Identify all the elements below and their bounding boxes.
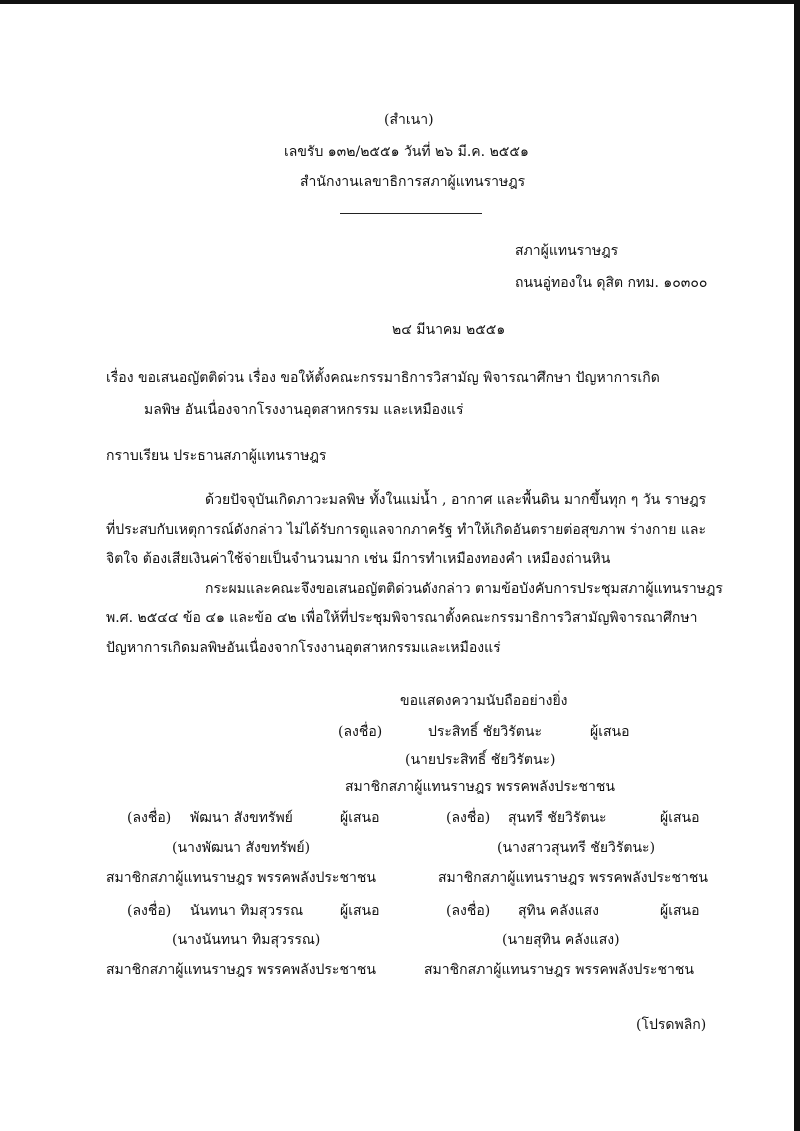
proposer-label-3: ผู้เสนอ [660,810,700,826]
signer-5-role: สมาชิกสภาผู้แทนราษฎร พรรคพลังประชาชน [424,962,694,978]
body-p1-line-3: จิตใจ ต้องเสียเงินค่าใช้จ่ายเป็นจำนวนมาก เช่น มีการทำเหมืองทองคำ เหมืองถ่านหิน [106,551,611,567]
signer-5-fullname: (นายสุทิน คลังแสง) [502,932,620,948]
address-line-1: สภาผู้แทนราษฎร [515,243,619,259]
signer-3-name: สุนทรี ชัยวิรัตนะ [508,810,607,826]
signer-4-fullname: (นางนันทนา ทิมสุวรรณ) [172,932,321,948]
signer-2-fullname: (นางพัฒนา สังขทรัพย์) [172,840,311,856]
receipt-line: เลขรับ ๑๓๒/๒๕๕๑ วันที่ ๒๖ มี.ค. ๒๕๕๑ [284,144,529,160]
signer-2-name: พัฒนา สังขทรัพย์ [190,810,293,826]
copy-mark: (สำเนา) [384,112,434,128]
body-p2-line-3: ปัญหาการเกิดมลพิษอันเนื่องจากโรงงานอุตสาหกรรมและเหมืองแร่ [106,640,501,656]
body-p2-line-2: พ.ศ. ๒๕๔๔ ข้อ ๔๑ และข้อ ๔๒ เพื่อให้ที่ประชุมพิจารณาตั้งคณะกรรมาธิการวิสามัญพิจารณาศึกษา [106,610,698,626]
signer-3-role: สมาชิกสภาผู้แทนราษฎร พรรคพลังประชาชน [438,870,708,886]
signer-5-name: สุทิน คลังแสง [518,903,599,919]
signer-2-role: สมาชิกสภาผู้แทนราษฎร พรรคพลังประชาชน [106,870,376,886]
sign-prefix-1: (ลงชื่อ) [338,724,383,740]
signer-1-role: สมาชิกสภาผู้แทนราษฎร พรรคพลังประชาชน [345,779,615,795]
sign-prefix-3: (ลงชื่อ) [446,810,491,826]
proposer-label-1: ผู้เสนอ [590,724,630,740]
signer-3-fullname: (นางสาวสุนทรี ชัยวิรัตนะ) [497,840,656,856]
page-border-right [794,0,800,1131]
office-name: สำนักงานเลขาธิการสภาผู้แทนราษฎร [300,174,526,190]
proposer-label-2: ผู้เสนอ [340,810,380,826]
closing: ขอแสดงความนับถืออย่างยิ่ง [400,693,568,709]
signer-4-role: สมาชิกสภาผู้แทนราษฎร พรรคพลังประชาชน [106,962,376,978]
page-border-top [0,0,800,4]
subject-line-2: มลพิษ อันเนื่องจากโรงงานอุตสาหกรรม และเหมืองแร่ [144,402,464,418]
address-line-2: ถนนอู่ทองใน ดุสิต กทม. ๑๐๓๐๐ [515,275,708,291]
body-p1-line-1: ด้วยปัจจุบันเกิดภาวะมลพิษ ทั้งในแม่น้ำ , อากาศ และพื้นดิน มากขึ้นทุก ๆ วัน ราษฎร [205,492,707,508]
header-divider [340,213,482,214]
signer-1-name: ประสิทธิ์ ชัยวิรัตนะ [428,724,542,740]
proposer-label-5: ผู้เสนอ [660,903,700,919]
sign-prefix-4: (ลงชื่อ) [127,903,172,919]
signer-4-name: นันทนา ทิมสุวรรณ [190,903,304,919]
turn-over-note: (โปรดพลิก) [636,1017,707,1033]
subject-line-1: เรื่อง ขอเสนอญัตติด่วน เรื่อง ขอให้ตั้งคณะกรรมาธิการวิสามัญ พิจารณาศึกษา ปัญหาการเกิด [106,370,660,386]
sign-prefix-2: (ลงชื่อ) [127,810,172,826]
signer-1-fullname: (นายประสิทธิ์ ชัยวิรัตนะ) [405,752,556,768]
proposer-label-4: ผู้เสนอ [340,903,380,919]
body-p1-line-2: ที่ประสบกับเหตุการณ์ดังกล่าว ไม่ได้รับการดูแลจากภาครัฐ ทำให้เกิดอันตรายต่อสุขภาพ ร่างกาย และ [106,522,706,538]
body-p2-line-1: กระผมและคณะจึงขอเสนอญัตติด่วนดังกล่าว ตามข้อบังคับการประชุมสภาผู้แทนราษฎร [205,581,723,597]
letter-date: ๒๔ มีนาคม ๒๕๕๑ [392,322,506,338]
salutation: กราบเรียน ประธานสภาผู้แทนราษฎร [106,448,327,464]
sign-prefix-5: (ลงชื่อ) [446,903,491,919]
